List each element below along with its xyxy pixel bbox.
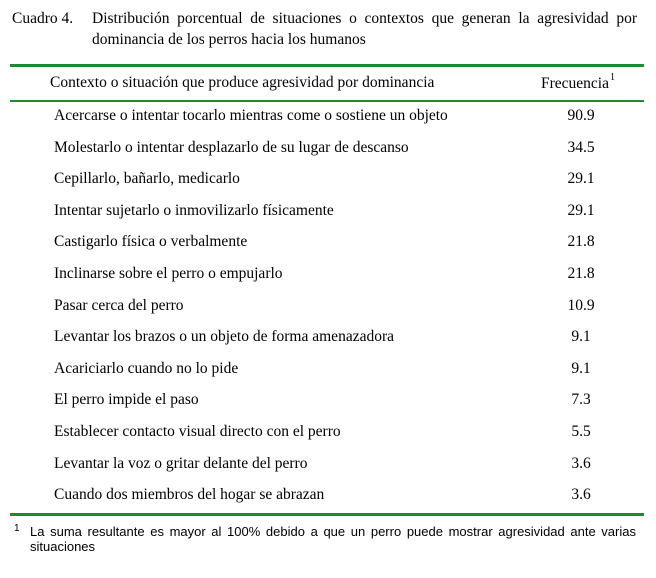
table-row: [0, 360, 656, 391]
caption-title: Distribución porcentual de situaciones o contextos que generan la agresividad por dominancia de los perros hacia los humanos: [92, 10, 637, 48]
table-row: [0, 391, 656, 422]
row-frequency: 34.5: [567, 138, 595, 156]
footnote-text: La suma resultante es mayor al 100% debido a que un perro puede mostrar agresividad ante varias situaciones: [30, 524, 636, 554]
row-frequency: 3.6: [571, 454, 591, 472]
row-context: Molestarlo o intentar desplazarlo de su lugar de descanso: [54, 138, 409, 156]
table-row: [0, 265, 656, 296]
row-frequency: 7.3: [571, 391, 591, 409]
row-context: Castigarlo física o verbalmente: [54, 233, 248, 251]
row-frequency: 21.8: [567, 265, 595, 282]
row-context: El perro impide el paso: [54, 391, 199, 409]
row-context: Pasar cerca del perro: [54, 296, 184, 314]
column-header-frequency: [541, 74, 615, 93]
frequency-label: Frecuencia: [541, 75, 609, 93]
table-row: [0, 107, 656, 138]
table-row: [0, 233, 656, 264]
table-bottom-rule: [10, 513, 644, 516]
row-frequency: 90.9: [567, 107, 595, 124]
row-context: Cepillarlo, bañarlo, medicarlo: [54, 170, 240, 188]
footnote-reference: 1: [610, 72, 615, 83]
column-header-context: Contexto o situación que produce agresividad por dominancia: [50, 74, 435, 91]
table-row: [0, 170, 656, 201]
row-context: Inclinarse sobre el perro o empujarlo: [54, 265, 283, 282]
row-frequency: 10.9: [567, 296, 595, 314]
footnote-mark: 1: [14, 523, 20, 534]
row-context: Cuando dos miembros del hogar se abrazan: [54, 486, 325, 504]
row-context: Levantar los brazos o un objeto de forma amenazadora: [54, 328, 394, 346]
table-row: [0, 423, 656, 454]
row-frequency: 21.8: [567, 233, 595, 251]
table-row: [0, 297, 656, 328]
table-top-rule: [10, 64, 644, 67]
row-context: Acariciarlo cuando no lo pide: [54, 359, 239, 377]
header-rule: [10, 100, 644, 102]
table-row: [0, 139, 656, 170]
row-frequency: 29.1: [567, 170, 595, 188]
table-row: [0, 202, 656, 233]
row-frequency: 5.5: [571, 423, 591, 440]
caption-number: Cuadro 4.: [12, 10, 74, 27]
table-row: [0, 455, 656, 486]
row-frequency: 3.6: [571, 486, 591, 504]
row-context: Levantar la voz o gritar delante del perro: [54, 454, 308, 472]
row-context: Intentar sujetarlo o inmovilizarlo físicamente: [54, 201, 334, 219]
row-frequency: 9.1: [571, 359, 591, 377]
row-frequency: 29.1: [567, 201, 595, 219]
row-context: Establecer contacto visual directo con el perro: [54, 423, 341, 440]
row-frequency: 9.1: [571, 328, 591, 346]
row-context: Acercarse o intentar tocarlo mientras come o sostiene un objeto: [54, 107, 448, 124]
table-row: [0, 328, 656, 359]
